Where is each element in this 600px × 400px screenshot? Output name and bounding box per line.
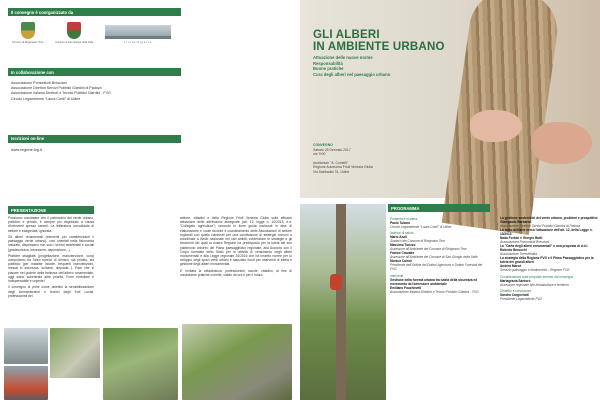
- list-item: Circolo Legambiente "Laura Conti" di Udine: [11, 96, 81, 101]
- logo-caption: Comune di Ringmaster Turo: [12, 41, 44, 44]
- coat-of-arms-2-logo: [55, 22, 93, 44]
- machinery-photo: [4, 366, 48, 400]
- cover-subtitle: [313, 55, 390, 78]
- hand-image: [532, 122, 592, 164]
- programme-entry: Andrea Maroè: [500, 264, 522, 268]
- programme-entry: Sandro Cargnelutti: [500, 293, 529, 297]
- skyline-logo: [105, 25, 171, 44]
- programme-section-label: Dibattito e conclusioni: [500, 289, 532, 293]
- programme-panel: [388, 204, 600, 400]
- programme-entry: La gestione sostenibile del verde urbano, problemi e prospettive: [500, 216, 598, 220]
- subtitle-line: Buone pratiche: [313, 66, 344, 72]
- register-link[interactable]: www.regione.fvg.it: [11, 147, 42, 152]
- programme-affiliation: Associazione Treeslebalta: [500, 252, 537, 256]
- programme-col2: [500, 216, 598, 301]
- programme-col1: [390, 214, 488, 294]
- programme-section-label: Indirizzi di saluto: [390, 231, 414, 235]
- presentation-header: PRESENTAZIONE: [8, 206, 94, 214]
- programme-entry: Roberto Berocchi: [500, 248, 527, 252]
- subtitle-line: Responsabilità: [313, 60, 343, 66]
- programme-entry: Franco Cravatte: [390, 251, 415, 255]
- register-header: Iscrizioni on-line: [8, 135, 181, 143]
- logo-caption: Comune di San Giorgio della Valle: [55, 41, 94, 44]
- list-item: Associazione Pomontiviti Bresciani: [11, 81, 67, 85]
- list-item: Associazione Direttori Servizi Pubblici Giardini di Padova: [11, 86, 102, 91]
- paragraph: Possiamo constatare che il patrimonio del verde urbano, pubblico e privato, è sempre più degradato a causa d'interventi spesso carenti. La letteratura consolidata di settore è trasgredita, ignorata.: [8, 216, 94, 233]
- promoters-header: Il convegno è coorganizzato da: [8, 8, 181, 16]
- programme-affiliation: Presidente dell'Ordine dei Dottori Agronomi e Dottori Forestali del FVG: [390, 263, 483, 271]
- skyline-caption: friulardigorte: [124, 41, 153, 44]
- paragraph: Gli alberi ornamentali (elementi più caratterizzanti il paesaggio verde urbano), così orientati nella fisionomia naturale, dispensano non solo i servizi ambientali e sociali (gradevolezza, benessere, depurazione...).: [8, 234, 94, 252]
- programme-entry: Emiliano Fauchinetti: [390, 285, 422, 290]
- hand-image: [470, 110, 522, 142]
- programme-entry: La "Carta degli alberi ornamentali" e una proposta di d.d.l.: [500, 244, 589, 248]
- tree-lined-road-photo: [103, 328, 178, 400]
- programme-section-label: Presenta e modera: [390, 216, 418, 221]
- paragraph: Il convegno si pone come obiettivi la sensibilizzazione degli Amministratori e tecnici degli Enti Locali, professionisti del: [8, 285, 94, 298]
- programme-entry: Lo stato dell'arte verso l'attuazione dell'art. 12, della Legge n. 10/2013: [500, 228, 593, 236]
- programme-affiliation: Associazione Pomontiviti Bresciani: [500, 240, 550, 244]
- programme-affiliation: Assessore regionale alle infrastrutture e territorio: [500, 282, 569, 287]
- presentation-panel: [0, 204, 300, 400]
- street-photo: [4, 328, 48, 364]
- cover-title: [313, 30, 445, 53]
- presentation-col2: [180, 216, 292, 277]
- programme-affiliation: Presidente Legambiente FVG: [500, 297, 542, 301]
- event-date: Sabato 28 Gennaio 2017: [313, 147, 351, 152]
- skyline-icon: [105, 25, 171, 39]
- programme-entry: Massimo Torizzo: [390, 243, 416, 247]
- programme-affiliation: Sindaco del Comune di Rivignano Teor: [390, 239, 446, 243]
- collab-header: In collaborazione con: [8, 68, 181, 76]
- programme-affiliation: Associazione Italiana Direttori e Tecnici Pubblici Giardini - FVG: [390, 289, 479, 294]
- programme-section-label: Considerazioni sulle proposte emerse dal convegno: [500, 274, 574, 279]
- title-line: IN AMBIENTE URBANO: [313, 40, 445, 53]
- tree-climber-photo: [300, 204, 386, 400]
- programme-entry: Mario Anzil: [390, 235, 407, 239]
- programme-affiliation: Assessore all'Ambiente del Comune di San Giorgio della Valle: [390, 255, 478, 259]
- tree-photo: [50, 328, 100, 378]
- programme-affiliation: Circolo Legambiente "Laura Conti" di Udine: [390, 224, 452, 229]
- trunk-shape: [336, 204, 346, 400]
- event-label: CONVEGNO: [313, 143, 333, 147]
- programme-affiliation: Servizio paesaggio e biodiversità – Regione FVG: [500, 268, 570, 272]
- coat-of-arms-1-logo: [12, 22, 43, 44]
- collaborators-list: [8, 76, 181, 107]
- programme-affiliation: Assessore all'Ambiente del Comune di Rivignano Teor: [390, 247, 467, 251]
- paragraph: E' invitata la cittadinanza, professionisti, scuole, cittadini, al fine di condividere pratiche corrette, valide da ora e per il futuro.: [180, 268, 292, 277]
- subtitle-line: Cura degli alberi nel paesaggio urbano: [313, 72, 391, 78]
- presentation-col1: [8, 216, 94, 298]
- programme-entry: Giampaolo Barbariol: [500, 220, 532, 224]
- programme-header: PROGRAMMA: [388, 204, 490, 212]
- logo-row: [8, 16, 181, 46]
- event-info: [313, 143, 373, 175]
- programme-entry: Nada Forbici e Giorgio Botti: [500, 236, 543, 240]
- event-time: ore 9:00: [313, 152, 326, 157]
- programme-entry: Paolo Tubaro: [390, 220, 411, 225]
- crest-2-icon: [67, 22, 81, 39]
- climber-figure: [330, 274, 342, 290]
- event-venue: Auditorium "A. Comelli": [313, 160, 349, 165]
- programme-affiliation: Associazione Direttori Servizi Pubblici Giardini di Padova: [500, 224, 581, 228]
- programme-section-label: Interventi: [390, 273, 404, 278]
- subtitle-line: Attuazione delle nuove norme: [313, 55, 373, 60]
- title-line: GLI ALBERI: [313, 29, 380, 41]
- programme-entry: Monica Cairoli: [390, 259, 412, 263]
- cut-trees-photo: [182, 324, 292, 400]
- paragraph: settore, cittadini e della Regione Friuli Venezia Giulia sulla efficace attuazione delle attribuzioni assegnate (art. 12, legge n. 10/2013, e.d. "Collegato agricoltura") secondo le linee guida nazionali in fase di elaborazione e vuole favorire il coordinamento delle Associazioni di settore regionali con quelle nazionali per una condivisione di strategie comuni a coordinate a livello nazionale nei vari ambiti; evidenziare le strategie e gli strumenti dei quali la nostra Regione ha predisposto per la tutela del suo patrimonio arboreo del Piano paesaggistico regionale, alla Accordo con il Corpo forestale dello Stato per le attività di censimento degli alberi monumentali e alla Legge regionale 34/2016 che ha inserito norme per lo sviluppo degli spazi verdi urbani e stanziato fondi per interventi di tutela e gestione degli alberi monumentali.: [180, 216, 292, 267]
- cover-panel: [300, 0, 600, 198]
- programme-entry: Mariagrazia Santoro: [500, 278, 531, 283]
- crest-1-icon: [21, 22, 35, 39]
- list-item: Associazione Italiana Direttori e Tecnici Pubblici Giardini - FVG: [11, 91, 111, 96]
- event-address: Via Sabbadini 31, Udine: [313, 169, 350, 174]
- info-panel: [8, 8, 181, 198]
- paragraph: Pratiche sbagliate (progettazione, manutenzione, cura) comportano tra l'altro spreco di denaro, sia privato, sia pubblico (per malattie indotte, frequenti manutenzioni, messa in sicurezza, schianti, rimpianti...). Pare che si placare nel godere della bellezza dell'albero ornamentale, oggi siano subentrate altre priorità. Pone rimediare è indispensabile e urgente!: [8, 253, 94, 284]
- programme-entry: Gestione della foresta urbana tra tutela della sicurezza ed incremento del benessere ambientale: [390, 277, 478, 286]
- programme-entry: La strategia della Regione FVG e il Piano Paesaggistico per la tutela dei grandi alberi: [500, 256, 594, 264]
- event-venue-org: Regione Autonoma Friuli Venezia Giulia: [313, 165, 373, 170]
